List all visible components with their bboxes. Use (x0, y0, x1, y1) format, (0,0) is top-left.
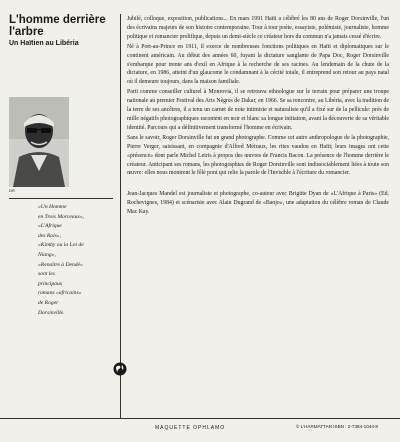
side-note-line: «Renaître à Dendé» (38, 261, 83, 268)
side-note-line: principaux (38, 280, 63, 287)
side-note-line: «Kimby ou la Loi de (38, 242, 84, 249)
footer-divider (0, 418, 400, 419)
sidebar-divider (9, 198, 113, 199)
publisher-isbn: © L'HARMATTAN ISBN : 2-7384-1044-8 (296, 424, 378, 429)
publisher-globe-icon (113, 362, 127, 376)
column-divider (120, 14, 121, 418)
body-paragraph: Parti comme conseiller culturel à Monrovia, il se retrouva ethnologue sur le terrain pour préparer une troupe nationale au premier Festival des Arts Nègres de Dakar, en 1966. Se sa rencontre, au Libéria, avec la tradition de la terre de ses ancêtres, il a tenu un carnet de note intimiste et naturaliste qu'il a fixé sur de la pellicule: près de mille négatifs photographiques racontent en noir et blanc sa longue initiation, avant la découverte de sa véritable identité. Parcours qui a définitivement transformé l'homme en écrivain. (127, 89, 389, 131)
side-note-line: sont les (38, 271, 55, 278)
book-title: L'homme derrière l'arbre (9, 14, 106, 38)
author-bio: Jean-Jacques Mandel est journaliste et photographe, co-auteur avec Brigitte Dyan de «L'Afrique à Paris» (Ed. Rochevignes, 1984) et scénariste avec Alain Dugrand de «Banjo», une adaptation du célèbre roman de Claude Mac Kay. (127, 191, 389, 216)
book-subtitle: Un Haïtien au Libéria (9, 40, 79, 47)
side-note-line: en Trois Morceaux», (38, 213, 85, 220)
layout-credit: MAQUETTE OPHLAMO (155, 425, 226, 431)
side-note-line: Niang», (38, 251, 56, 258)
author-portrait-photo (9, 97, 69, 187)
side-note-line: de Roger (38, 299, 59, 306)
side-note (38, 203, 118, 318)
side-note-line: Dorsinville. (38, 309, 65, 316)
body-paragraph: Jubilé, colloque, exposition, publications... En mars 1991 Haïti a célébré les 80 ans de Roger Dorsinville, l'un des écrivains majeurs de son histoire contemporaine. Tour à tour poète, essayiste, polémiste, journaliste, homme politique et romancier prolifique, depuis un demi-siècle ce créateur hors du commun n'a jamais cessé d'écrire. (127, 16, 389, 40)
body-paragraph: Sans le savoir, Roger Dorsinville fut un grand photographe. Comme cet autre anthropologue de la photographie, Pierre Verger, saisissant, en compagnie d'Alfred Métraux, les rites vaudou en Haïti; leurs images ont cette «présence» dont parle Michel Leiris à propos des œuvres de Francis Bacon. La présence de l'homme derrière le créateur. Anticipant ses romans, les photographies de Roger Dorsinville sont indissociablement liées à toute son œuvre: elles nous montrent le fêlé pont qui relie la parole de l'Invisible à l'écriture du romancier. (127, 134, 389, 177)
side-note-line: des Rois», (38, 232, 61, 239)
back-cover-text (127, 15, 389, 218)
side-note-line: «Un Homme (38, 204, 67, 210)
photo-credit: DR (9, 188, 15, 193)
body-paragraph: Né à Port-au-Prince en 1911, il exerce de nombreuses fonctions politiques en Haïti et diplomatiques sur le continent américain. Au début des années 60, fuyant la dictature sanglante de Papa Doc, Roger Dorsinville s'embarque pour trente ans d'exil en Afrique à la recherche de ses racines. Au lendemain de la chute de la dictature, en 1986, atteint d'un glaucome le condamnant à la cécité totale, il entreprend son retour au pays natal où il demeure toujours, dans la maison familiale. (127, 43, 389, 86)
side-note-line: «L'Afrique (38, 223, 62, 230)
side-note-line: romans «africains» (38, 290, 82, 297)
